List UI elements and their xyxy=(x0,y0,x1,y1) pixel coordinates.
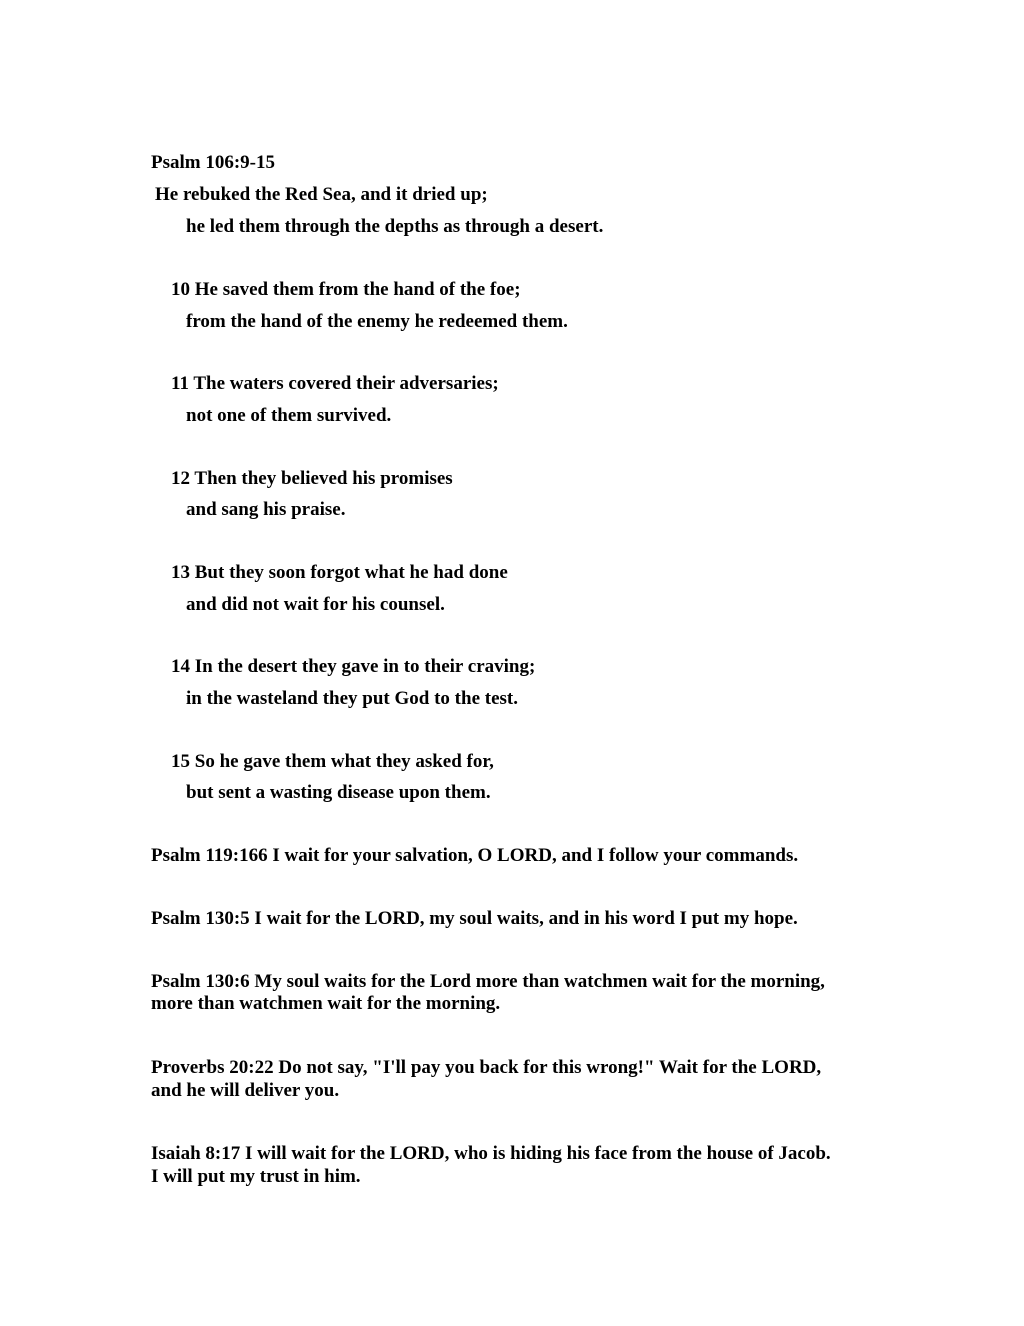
verse-line: 10 He saved them from the hand of the foe; xyxy=(171,279,521,300)
verse-line: in the wasteland they put God to the test. xyxy=(186,688,518,709)
verse-line: 14 In the desert they gave in to their craving; xyxy=(171,656,536,677)
scripture-proverbs-20-22: Proverbs 20:22 Do not say, "I'll pay you back for this wrong!" Wait for the LORD, xyxy=(151,1057,822,1078)
scripture-psalm-130-6: Psalm 130:6 My soul waits for the Lord more than watchmen wait for the morning, xyxy=(151,971,825,992)
verse-line: not one of them survived. xyxy=(186,405,392,426)
verse-line: 13 But they soon forgot what he had done xyxy=(171,562,508,583)
verse-line: from the hand of the enemy he redeemed them. xyxy=(186,311,568,332)
verse-line: 15 So he gave them what they asked for, xyxy=(171,751,494,772)
verse-line: 11 The waters covered their adversaries; xyxy=(171,373,499,394)
verse-line: He rebuked the Red Sea, and it dried up; xyxy=(155,184,488,205)
verse-line: and sang his praise. xyxy=(186,499,346,520)
verse-line: and did not wait for his counsel. xyxy=(186,594,445,615)
verse-line: but sent a wasting disease upon them. xyxy=(186,782,491,803)
verse-line: he led them through the depths as through a desert. xyxy=(186,216,604,237)
verse-line: 12 Then they believed his promises xyxy=(171,468,453,489)
scripture-proverbs-20-22-cont: and he will deliver you. xyxy=(151,1080,340,1101)
passage-heading-psalm-106: Psalm 106:9-15 xyxy=(151,152,276,173)
scripture-psalm-130-6-cont: more than watchmen wait for the morning. xyxy=(151,993,501,1014)
scripture-psalm-130-5: Psalm 130:5 I wait for the LORD, my soul waits, and in his word I put my hope. xyxy=(151,908,798,929)
scripture-isaiah-8-17: Isaiah 8:17 I will wait for the LORD, who is hiding his face from the house of Jacob. xyxy=(151,1143,831,1164)
scripture-psalm-119-166: Psalm 119:166 I wait for your salvation, O LORD, and I follow your commands. xyxy=(151,845,799,866)
scripture-isaiah-8-17-cont: I will put my trust in him. xyxy=(151,1166,361,1187)
